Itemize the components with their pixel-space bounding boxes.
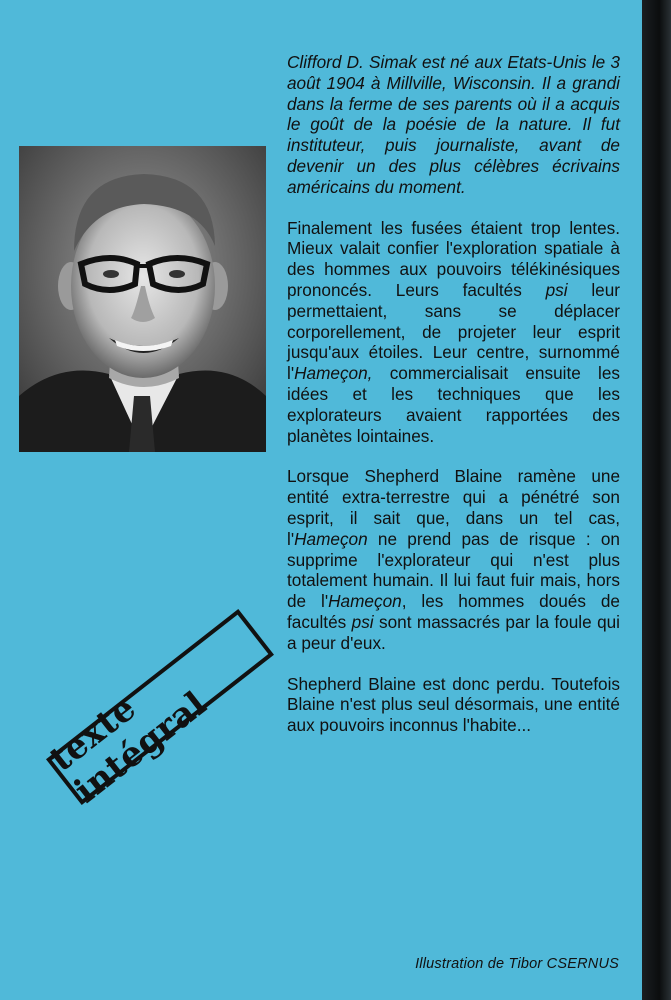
stamp-label: texte intégral — [42, 683, 215, 812]
illustration-credit: Illustration de Tibor CSERNUS — [415, 956, 619, 972]
summary-paragraph-2 — [287, 466, 620, 653]
text-column — [287, 52, 620, 756]
summary-paragraph-3: Shepherd Blaine est donc perdu. Toutefois Blaine n'est plus seul désormais, une entité aux pouvoirs inconnus l'habite... — [287, 673, 620, 736]
summary-p2-hamecon-1: Hameçon — [294, 528, 368, 549]
summary-paragraph-1 — [287, 218, 620, 447]
author-photo — [19, 146, 266, 452]
summary-p2-hamecon-2: Hameçon — [328, 591, 402, 612]
summary-p2-text-d: sont massacrés par la foule qui a peur d'eux. — [287, 611, 621, 653]
summary-p1-hamecon: Hameçon, — [294, 363, 373, 384]
summary-p2-psi: psi — [351, 611, 374, 632]
author-bio: Clifford D. Simak est né aux Etats-Unis le 3 août 1904 à Millville, Wisconsin. Il a grandi dans la ferme de ses parents où il a acquis le goût de la poésie de la nature. Il fut instituteur, puis journaliste, avant de devenir un des plus célèbres écrivains américains du moment. — [287, 52, 620, 197]
summary-p2-text-b: ne prend pas de risque : on supprime l'explorateur qui n'est plus totalement humain. Il lui faut fuir mais, hors de l' — [287, 528, 620, 612]
summary-p1-text-a: Finalement les fusées étaient trop lentes. Mieux valait confier l'exploration spatiale à des hommes aux pouvoirs télékinésiques prononcés. Leurs facultés — [287, 217, 620, 300]
summary-p1-text-b: leur permettaient, sans se déplacer corporellement, de projeter leur esprit jusqu'aux étoiles. Leur centre, surnommé l' — [287, 279, 621, 384]
summary-p2-text-c: , les hommes doués de facultés — [287, 591, 620, 632]
summary-p1-psi: psi — [545, 279, 568, 300]
summary-p2-text-a: Lorsque Shepherd Blaine ramène une entité extra-terrestre qui a pénétré son esprit, il sait que, dans un tel cas, l' — [287, 466, 620, 549]
summary-p1-text-c: commercialisait ensuite les idées et les techniques que les explorateurs avaient rapportées des planètes lointaines. — [287, 363, 620, 446]
book-spine — [642, 0, 671, 1000]
